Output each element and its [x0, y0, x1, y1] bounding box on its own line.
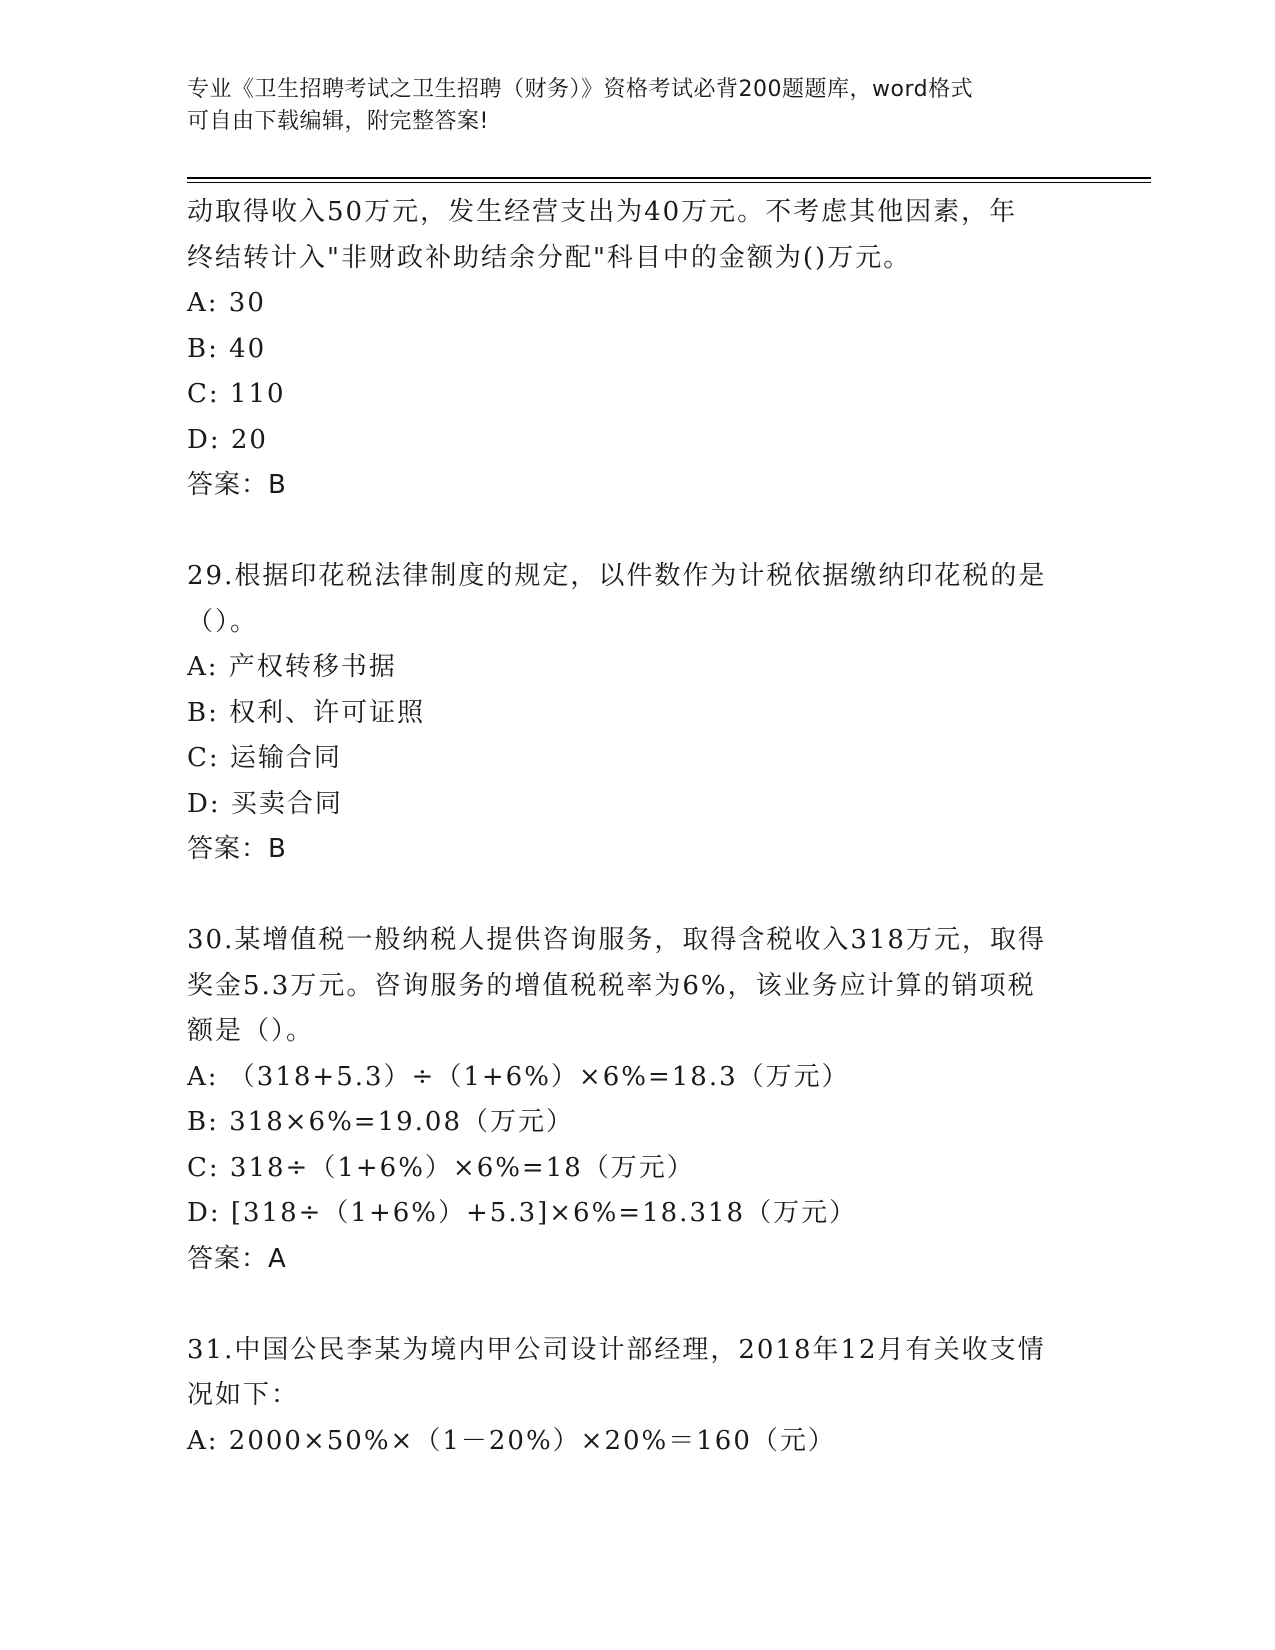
- question-text-line: 29.根据印花税法律制度的规定，以件数作为计税依据缴纳印花税的是: [187, 561, 1047, 591]
- question-spacer: [187, 873, 1087, 919]
- question-30: [187, 918, 1087, 1282]
- option-a: A: （318+5.3）÷（1+6%）×6%=18.3（万元）: [187, 1061, 850, 1092]
- option-c: C: 318÷（1+6%）×6%=18（万元）: [187, 1152, 695, 1183]
- option-d: D: 20: [187, 424, 268, 455]
- question-text-line: （）。: [187, 606, 259, 637]
- header-title-line-1: 专业《卫生招聘考试之卫生招聘（财务）》资格考试必背200题题库，word格式: [187, 77, 974, 102]
- answer-line: 答案：B: [187, 834, 287, 864]
- question-text-line: 况如下：: [187, 1380, 300, 1410]
- question-spacer: [187, 509, 1087, 555]
- option-a: A: 2000×50%×（1－20%）×20%＝160（元）: [187, 1425, 836, 1456]
- question-text-line: 30.某增值税一般纳税人提供咨询服务，取得含税收入318万元，取得: [187, 925, 1046, 955]
- question-text-line: 终结转计入"非财政补助结余分配"科目中的金额为()万元。: [187, 242, 912, 273]
- question-list: [187, 190, 1087, 1464]
- question-text-line: 动取得收入50万元，发生经营支出为40万元。不考虑其他因素，年: [187, 197, 1018, 227]
- option-b: B: 40: [187, 333, 267, 364]
- option-a: A: 30: [187, 288, 266, 318]
- header-title-line-2: 可自由下载编辑，附完整答案!: [187, 109, 489, 134]
- question-text-line: 31.中国公民李某为境内甲公司设计部经理，2018年12月有关收支情: [187, 1334, 1046, 1365]
- question-text-line: 额是（）。: [187, 1016, 315, 1046]
- option-b: B: 权利、许可证照: [187, 697, 426, 728]
- option-c: C: 运输合同: [187, 743, 342, 773]
- question-spacer: [187, 1282, 1087, 1328]
- answer-line: 答案：B: [187, 470, 287, 500]
- header-divider-thin: [187, 182, 1151, 183]
- question-28: [187, 190, 1087, 509]
- page-header: [187, 74, 1087, 138]
- question-31: [187, 1328, 1087, 1465]
- option-c: C: 110: [187, 379, 286, 409]
- answer-line: 答案：A: [187, 1243, 287, 1274]
- header-divider-thick: [187, 177, 1151, 179]
- option-d: D: [318÷（1+6%）+5.3]×6%=18.318（万元）: [187, 1198, 858, 1228]
- question-text-line: 奖金5.3万元。咨询服务的增值税税率为6%，该业务应计算的销项税: [187, 970, 1036, 1001]
- option-d: D: 买卖合同: [187, 788, 343, 819]
- option-a: A: 产权转移书据: [187, 652, 397, 682]
- option-b: B: 318×6%=19.08（万元）: [187, 1107, 575, 1137]
- question-29: [187, 554, 1087, 873]
